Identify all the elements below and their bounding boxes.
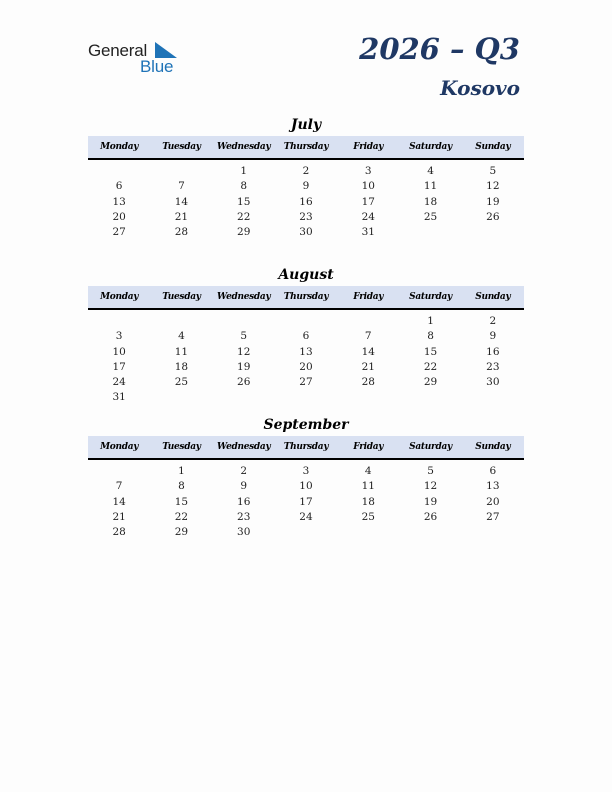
day-cell: 13 bbox=[486, 480, 500, 493]
day-cell bbox=[275, 314, 337, 329]
day-cell: 23 bbox=[486, 360, 500, 373]
day-cell: 13 bbox=[112, 195, 126, 208]
day-cell bbox=[88, 464, 150, 479]
day-cell: 3 bbox=[364, 165, 372, 177]
weekday-label: Tuesday bbox=[162, 142, 201, 152]
week-row bbox=[88, 495, 524, 510]
day-cell: 19 bbox=[237, 360, 251, 373]
day-cell: 27 bbox=[486, 510, 500, 523]
weekday-label: Monday bbox=[100, 292, 139, 302]
day-cell: 27 bbox=[299, 376, 313, 389]
month-grid bbox=[88, 460, 524, 540]
month-grid bbox=[88, 310, 524, 406]
day-cell: 10 bbox=[299, 480, 313, 493]
weekday-label: Saturday bbox=[409, 292, 452, 302]
day-cell bbox=[399, 225, 461, 240]
day-cell: 7 bbox=[178, 180, 185, 193]
country-name: Kosovo bbox=[440, 76, 520, 100]
day-cell bbox=[337, 390, 399, 405]
day-cell: 3 bbox=[302, 465, 310, 477]
day-cell: 16 bbox=[299, 195, 313, 208]
week-row bbox=[88, 225, 524, 240]
day-cell: 16 bbox=[486, 345, 500, 358]
day-cell: 27 bbox=[112, 226, 126, 239]
day-cell: 8 bbox=[178, 480, 185, 493]
week-row bbox=[88, 195, 524, 210]
day-cell: 6 bbox=[489, 465, 497, 477]
day-cell: 25 bbox=[423, 210, 438, 223]
month-grid bbox=[88, 160, 524, 240]
day-cell bbox=[462, 390, 524, 405]
day-cell: 18 bbox=[361, 495, 375, 508]
day-cell: 1 bbox=[240, 165, 248, 177]
logo-word-general: General bbox=[88, 41, 148, 60]
weekday-label: Monday bbox=[100, 142, 139, 152]
day-cell: 7 bbox=[364, 330, 372, 343]
day-cell bbox=[213, 314, 275, 329]
week-row bbox=[88, 479, 524, 494]
weekday-label: Sunday bbox=[475, 292, 511, 302]
week-row bbox=[88, 345, 524, 360]
weekday-label: Wednesday bbox=[217, 442, 271, 452]
day-cell: 19 bbox=[486, 195, 500, 208]
day-cell: 9 bbox=[302, 180, 310, 193]
day-cell: 20 bbox=[299, 360, 313, 373]
day-cell: 29 bbox=[423, 376, 438, 389]
day-cell: 21 bbox=[174, 210, 189, 223]
day-cell: 13 bbox=[299, 345, 313, 358]
day-cell: 24 bbox=[299, 510, 313, 523]
day-cell: 1 bbox=[427, 315, 434, 327]
week-row bbox=[88, 179, 524, 194]
weekday-header bbox=[88, 136, 524, 160]
day-cell: 28 bbox=[361, 376, 375, 389]
day-cell: 2 bbox=[240, 465, 248, 477]
day-cell: 10 bbox=[361, 180, 375, 193]
week-row bbox=[88, 375, 524, 390]
day-cell: 9 bbox=[489, 330, 497, 343]
day-cell: 20 bbox=[486, 495, 500, 508]
day-cell: 22 bbox=[174, 510, 189, 523]
day-cell: 7 bbox=[115, 480, 123, 493]
day-cell: 23 bbox=[237, 510, 251, 523]
month-july bbox=[88, 115, 524, 240]
month-august bbox=[88, 265, 524, 406]
day-cell: 15 bbox=[237, 195, 251, 208]
day-cell bbox=[399, 525, 461, 540]
week-row bbox=[88, 164, 524, 179]
day-cell: 4 bbox=[178, 330, 185, 343]
week-row bbox=[88, 329, 524, 344]
day-cell: 26 bbox=[237, 376, 251, 389]
weekday-label: Saturday bbox=[409, 442, 452, 452]
day-cell bbox=[88, 164, 150, 179]
day-cell: 12 bbox=[237, 345, 251, 358]
week-row bbox=[88, 525, 524, 540]
month-september bbox=[88, 415, 524, 540]
day-cell: 17 bbox=[112, 360, 126, 373]
weekday-label: Friday bbox=[353, 142, 384, 152]
weekday-label: Saturday bbox=[409, 142, 452, 152]
weekday-label: Wednesday bbox=[217, 142, 271, 152]
day-cell: 11 bbox=[361, 480, 375, 493]
day-cell bbox=[399, 390, 461, 405]
day-cell: 28 bbox=[112, 526, 126, 539]
day-cell bbox=[462, 225, 524, 240]
logo-word-blue: Blue bbox=[140, 57, 174, 76]
day-cell: 12 bbox=[423, 480, 438, 493]
month-title: July bbox=[290, 117, 322, 133]
weekday-label: Friday bbox=[353, 442, 384, 452]
day-cell: 2 bbox=[302, 165, 310, 177]
day-cell: 25 bbox=[174, 376, 189, 389]
day-cell: 24 bbox=[361, 210, 375, 223]
day-cell: 15 bbox=[423, 345, 438, 358]
day-cell: 31 bbox=[361, 226, 375, 239]
day-cell: 22 bbox=[423, 360, 438, 373]
day-cell: 18 bbox=[423, 195, 438, 208]
day-cell: 6 bbox=[115, 180, 123, 193]
day-cell bbox=[337, 314, 399, 329]
weekday-label: Wednesday bbox=[217, 292, 271, 302]
day-cell bbox=[337, 525, 399, 540]
day-cell bbox=[275, 390, 337, 405]
day-cell: 2 bbox=[489, 315, 497, 327]
day-cell: 5 bbox=[489, 165, 497, 177]
day-cell: 11 bbox=[423, 180, 438, 193]
day-cell bbox=[150, 314, 212, 329]
weekday-header bbox=[88, 286, 524, 310]
day-cell bbox=[150, 164, 212, 179]
day-cell: 8 bbox=[427, 330, 434, 343]
day-cell: 8 bbox=[240, 180, 248, 193]
page-title: 2026 – Q3 bbox=[359, 32, 520, 66]
day-cell: 30 bbox=[299, 226, 313, 239]
day-cell: 15 bbox=[174, 495, 189, 508]
day-cell: 21 bbox=[361, 360, 375, 373]
day-cell: 18 bbox=[174, 360, 189, 373]
day-cell: 30 bbox=[237, 526, 251, 539]
weekday-header bbox=[88, 436, 524, 460]
day-cell bbox=[88, 314, 150, 329]
weekday-label: Friday bbox=[353, 292, 384, 302]
day-cell: 1 bbox=[178, 465, 185, 477]
month-title: September bbox=[263, 417, 349, 433]
day-cell: 17 bbox=[299, 495, 313, 508]
week-row bbox=[88, 210, 524, 225]
weekday-label: Thursday bbox=[283, 292, 329, 302]
week-row bbox=[88, 360, 524, 375]
day-cell: 23 bbox=[299, 210, 313, 223]
day-cell: 14 bbox=[361, 345, 375, 358]
day-cell: 5 bbox=[427, 465, 434, 477]
day-cell: 14 bbox=[112, 495, 126, 508]
day-cell: 31 bbox=[112, 391, 126, 404]
weekday-label: Thursday bbox=[283, 442, 329, 452]
day-cell: 9 bbox=[240, 480, 248, 493]
week-row bbox=[88, 510, 524, 525]
day-cell: 29 bbox=[237, 226, 251, 239]
day-cell: 3 bbox=[115, 330, 123, 343]
day-cell: 22 bbox=[237, 210, 251, 223]
day-cell: 26 bbox=[486, 210, 500, 223]
day-cell: 5 bbox=[240, 330, 248, 343]
week-row bbox=[88, 464, 524, 479]
day-cell: 20 bbox=[112, 210, 126, 223]
day-cell bbox=[150, 390, 212, 405]
weekday-label: Tuesday bbox=[162, 292, 201, 302]
logo-triangle-icon bbox=[155, 42, 177, 58]
day-cell: 14 bbox=[174, 195, 189, 208]
day-cell: 21 bbox=[112, 510, 126, 523]
day-cell: 6 bbox=[302, 330, 310, 343]
day-cell: 28 bbox=[174, 226, 189, 239]
day-cell: 17 bbox=[361, 195, 375, 208]
weekday-label: Sunday bbox=[475, 442, 511, 452]
day-cell: 30 bbox=[486, 376, 500, 389]
day-cell bbox=[275, 525, 337, 540]
weekday-label: Thursday bbox=[283, 142, 329, 152]
week-row bbox=[88, 314, 524, 329]
day-cell: 11 bbox=[174, 345, 189, 358]
day-cell: 24 bbox=[112, 376, 126, 389]
generalblue-logo bbox=[88, 40, 188, 76]
weekday-label: Monday bbox=[100, 442, 139, 452]
day-cell: 26 bbox=[423, 510, 438, 523]
day-cell: 10 bbox=[112, 345, 126, 358]
day-cell: 16 bbox=[237, 495, 251, 508]
month-title: August bbox=[278, 267, 334, 283]
day-cell bbox=[462, 525, 524, 540]
week-row bbox=[88, 390, 524, 405]
day-cell: 4 bbox=[364, 465, 372, 477]
day-cell: 4 bbox=[427, 165, 434, 177]
day-cell: 12 bbox=[486, 180, 500, 193]
day-cell: 19 bbox=[423, 495, 438, 508]
day-cell bbox=[213, 390, 275, 405]
weekday-label: Sunday bbox=[475, 142, 511, 152]
day-cell: 25 bbox=[361, 510, 375, 523]
weekday-label: Tuesday bbox=[162, 442, 201, 452]
day-cell: 29 bbox=[174, 526, 189, 539]
